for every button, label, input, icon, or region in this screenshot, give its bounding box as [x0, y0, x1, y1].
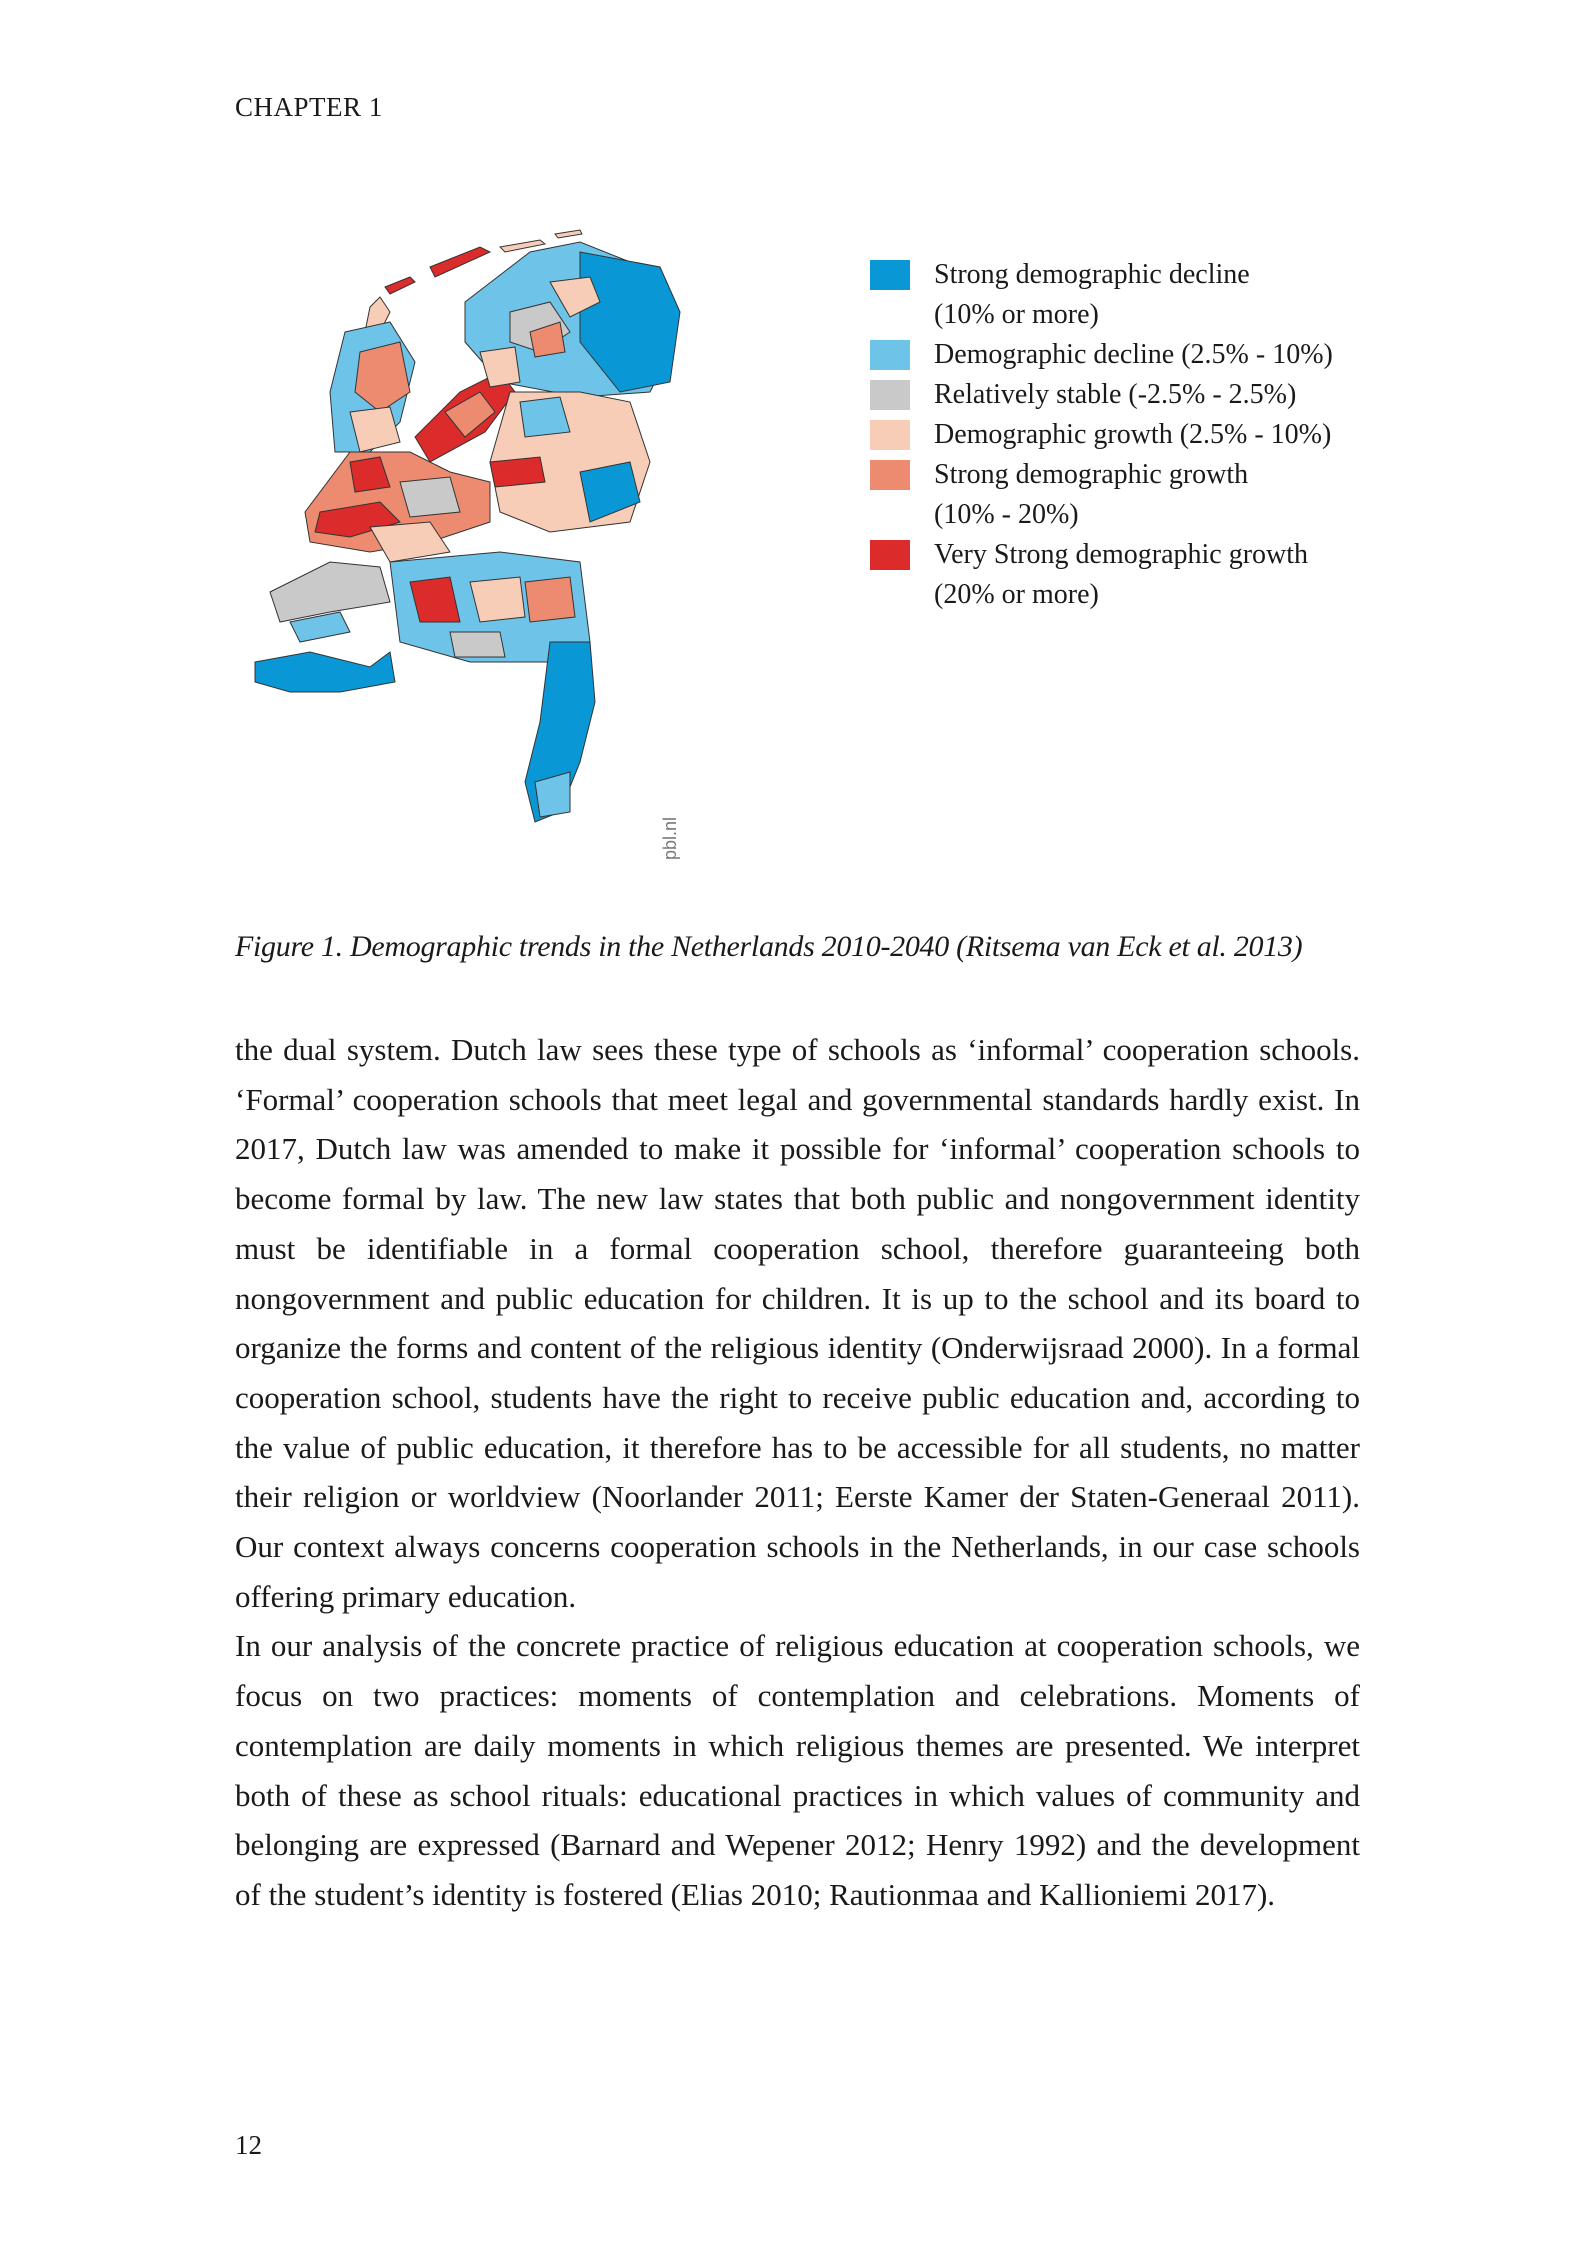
paragraph: In our analysis of the concrete practice of religious education at cooperation schools, we focus on two practices: moments of contemplation and celebrations. Moments of contemplation are daily moments in which religious themes are presented. We interpret both of these as school rituals: educational practices in which values of community and belonging are expressed (Barnard and Wepener 2012; Henry 1992) and the development of the student’s identity is fostered (Elias 2010; Rautionmaa and Kallioniemi 2017). [235, 1628, 1360, 1912]
legend-swatch [870, 380, 910, 410]
legend-item-strong-growth: Strong demographic growth (10% - 20%) [870, 455, 1390, 535]
map-credit: pbl.nl [660, 816, 680, 860]
legend-swatch [870, 340, 910, 370]
body-text [235, 1025, 1360, 1920]
netherlands-choropleth-map [250, 222, 840, 902]
legend-item-decline: Demographic decline (2.5% - 10%) [870, 335, 1390, 375]
legend-swatch [870, 260, 910, 290]
figure-caption: Figure 1. Demographic trends in the Netherlands 2010-2040 (Ritsema van Eck et al. 2013) [235, 930, 1303, 963]
legend-swatch [870, 460, 910, 490]
legend-item-growth: Demographic growth (2.5% - 10%) [870, 415, 1390, 455]
legend-swatch [870, 420, 910, 450]
paragraph: the dual system. Dutch law sees these type of schools as ‘informal’ cooperation schools. ‘Formal’ cooperation schools that meet legal and governmental standards hardly exist. In 2017, Dutch law was amended to make it possible for ‘informal’ cooperation schools to become formal by law. The new law states that both public and nongovernment identity must be identifiable in a formal cooperation school, therefore guaranteeing both nongovernment and public education for children. It is up to the school and its board to organize the forms and content of the religious identity (Onderwijsraad 2000). In a formal cooperation school, students have the right to receive public education and, according to the value of public education, it therefore has to be accessible for all students, no matter their religion or worldview (Noorlander 2011; Eerste Kamer der Staten-Generaal 2011). Our context always concerns cooperation schools in the Netherlands, in our case schools offering primary education. [235, 1032, 1360, 1614]
legend-item-stable: Relatively stable (-2.5% - 2.5%) [870, 375, 1390, 415]
legend-item-strong-decline: Strong demographic decline (10% or more) [870, 255, 1390, 335]
legend-swatch [870, 540, 910, 570]
legend-item-very-strong-growth: Very Strong demographic growth (20% or more) [870, 535, 1390, 615]
page-number: 12 [235, 2130, 262, 2160]
map-legend [870, 255, 1390, 615]
running-head: CHAPTER 1 [235, 92, 383, 122]
